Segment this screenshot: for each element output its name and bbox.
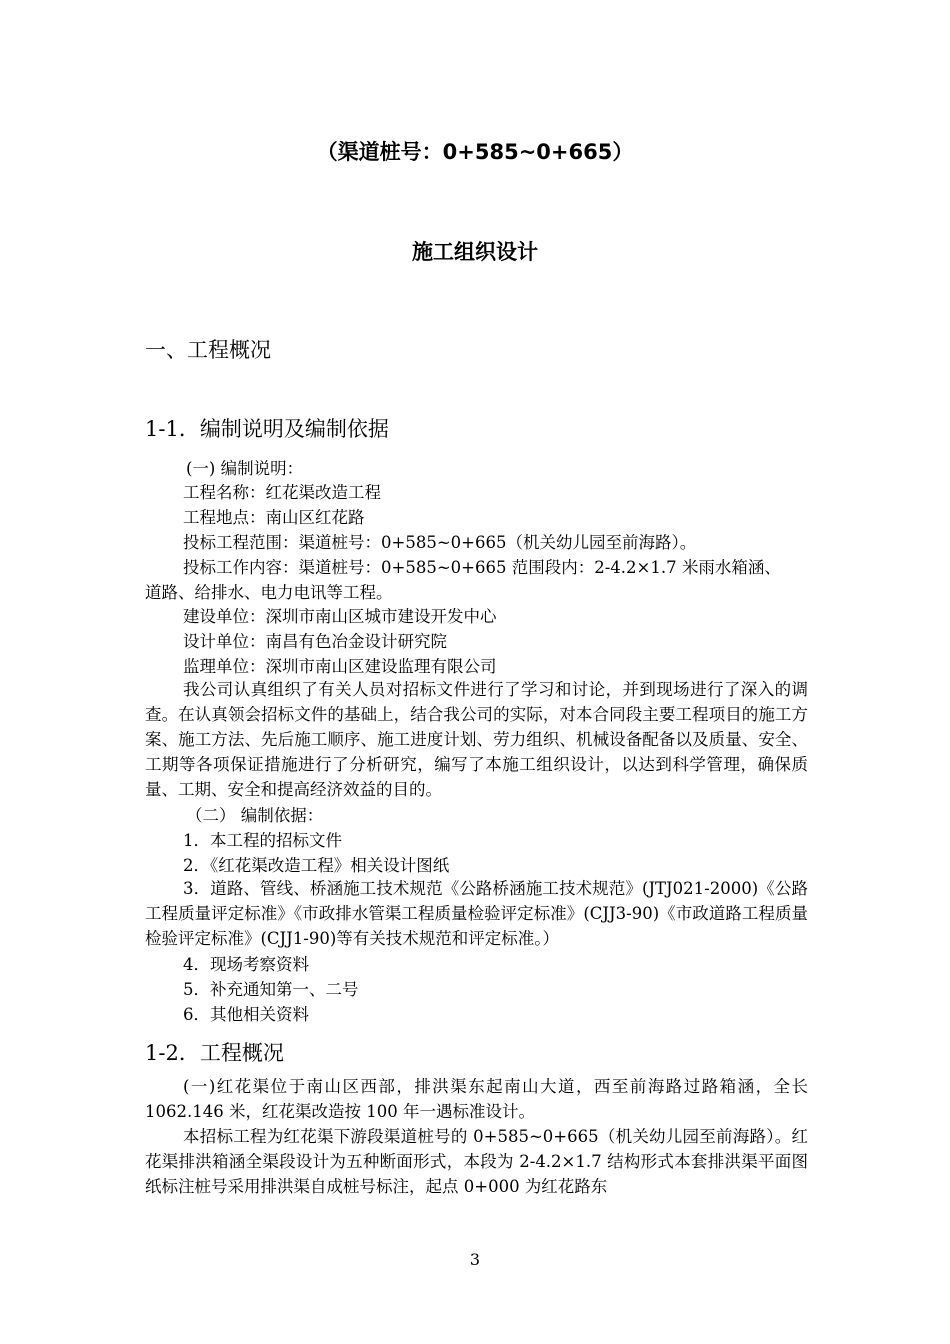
basis-item-2: 2．《红花渠改造工程》相关设计图纸 — [183, 856, 450, 875]
design-unit: 设计单位：南昌有色冶金设计研究院 — [183, 632, 447, 651]
overview-paragraph-2: 本招标工程为红花渠下游段渠道桩号的 0+585~0+665（机关幼儿园至前海路）。红花渠排洪箱涵全渠段设计为五种断面形式，本段为 2-4.2×1.7 结构形式本套排洪渠平面图纸标注桩号采用排洪渠自成桩号标注，起点 0+000 为红花路东 — [145, 1127, 808, 1196]
basis-item-4: 4．现场考察资料 — [183, 955, 309, 974]
bid-scope: 投标工程范围：渠道桩号：0+585~0+665（机关幼儿园至前海路）。 — [183, 533, 697, 552]
basis-item-1: 1．本工程的招标文件 — [183, 831, 342, 850]
project-location: 工程地点：南山区红花路 — [183, 508, 365, 527]
part-b-heading: （二） 编制依据： — [186, 806, 324, 825]
overview-paragraph-1: (一)红花渠位于南山区西部，排洪渠东起南山大道，西至前海路过路箱涵，全长1062.146 米，红花渠改造按 100 年一遇标准设计。 — [145, 1077, 808, 1121]
bid-content-line-1: 投标工作内容：渠道桩号：0+585~0+665 范围段内：2-4.2×1.7 米雨水箱涵、 — [183, 558, 781, 577]
document-title: 施工组织设计 — [412, 240, 538, 264]
supervision-unit: 监理单位：深圳市南山区建设监理有限公司 — [183, 657, 497, 676]
intro-paragraph: 我公司认真组织了有关人员对招标文件进行了学习和讨论，并到现场进行了深入的调查。在认真领会招标文件的基础上，结合我公司的实际，对本合同段主要工程项目的施工方案、施工方法、先后施工顺序、施工进度计划、劳力组织、机械设备配备以及质量、安全、工期等各项保证措施进行了分析研究，编写了本施工组织设计，以达到科学管理，确保质量、工期、安全和提高经济效益的目的。 — [145, 680, 808, 799]
basis-item-6: 6．其他相关资料 — [183, 1005, 309, 1024]
bid-content-line-2: 道路、给排水、电力电讯等工程。 — [145, 583, 393, 602]
owner-unit: 建设单位：深圳市南山区城市建设开发中心 — [183, 607, 497, 626]
document-subtitle-station: （渠道桩号：0+585~0+665） — [316, 140, 634, 164]
basis-item-5: 5．补充通知第一、二号 — [183, 980, 359, 999]
subsection-heading-1-1: 1-1．编制说明及编制依据 — [145, 417, 389, 441]
part-a-heading: (一) 编制说明： — [186, 459, 304, 478]
project-name: 工程名称：红花渠改造工程 — [183, 483, 381, 502]
basis-item-3: 3．道路、管线、桥涵施工技术规范《公路桥涵施工技术规范》(JTJ021-2000)《公路工程质量评定标准》《市政排水管渠工程质量检验评定标准》(CJJ3-90)《市政道路工程质量检验评定标准》(CJJ1-90)等有关技术规范和评定标准。） — [145, 879, 808, 948]
page-number: 3 — [469, 1250, 481, 1269]
subsection-heading-1-2: 1-2．工程概况 — [145, 1041, 284, 1065]
section-heading-overview: 一、工程概况 — [145, 338, 271, 362]
